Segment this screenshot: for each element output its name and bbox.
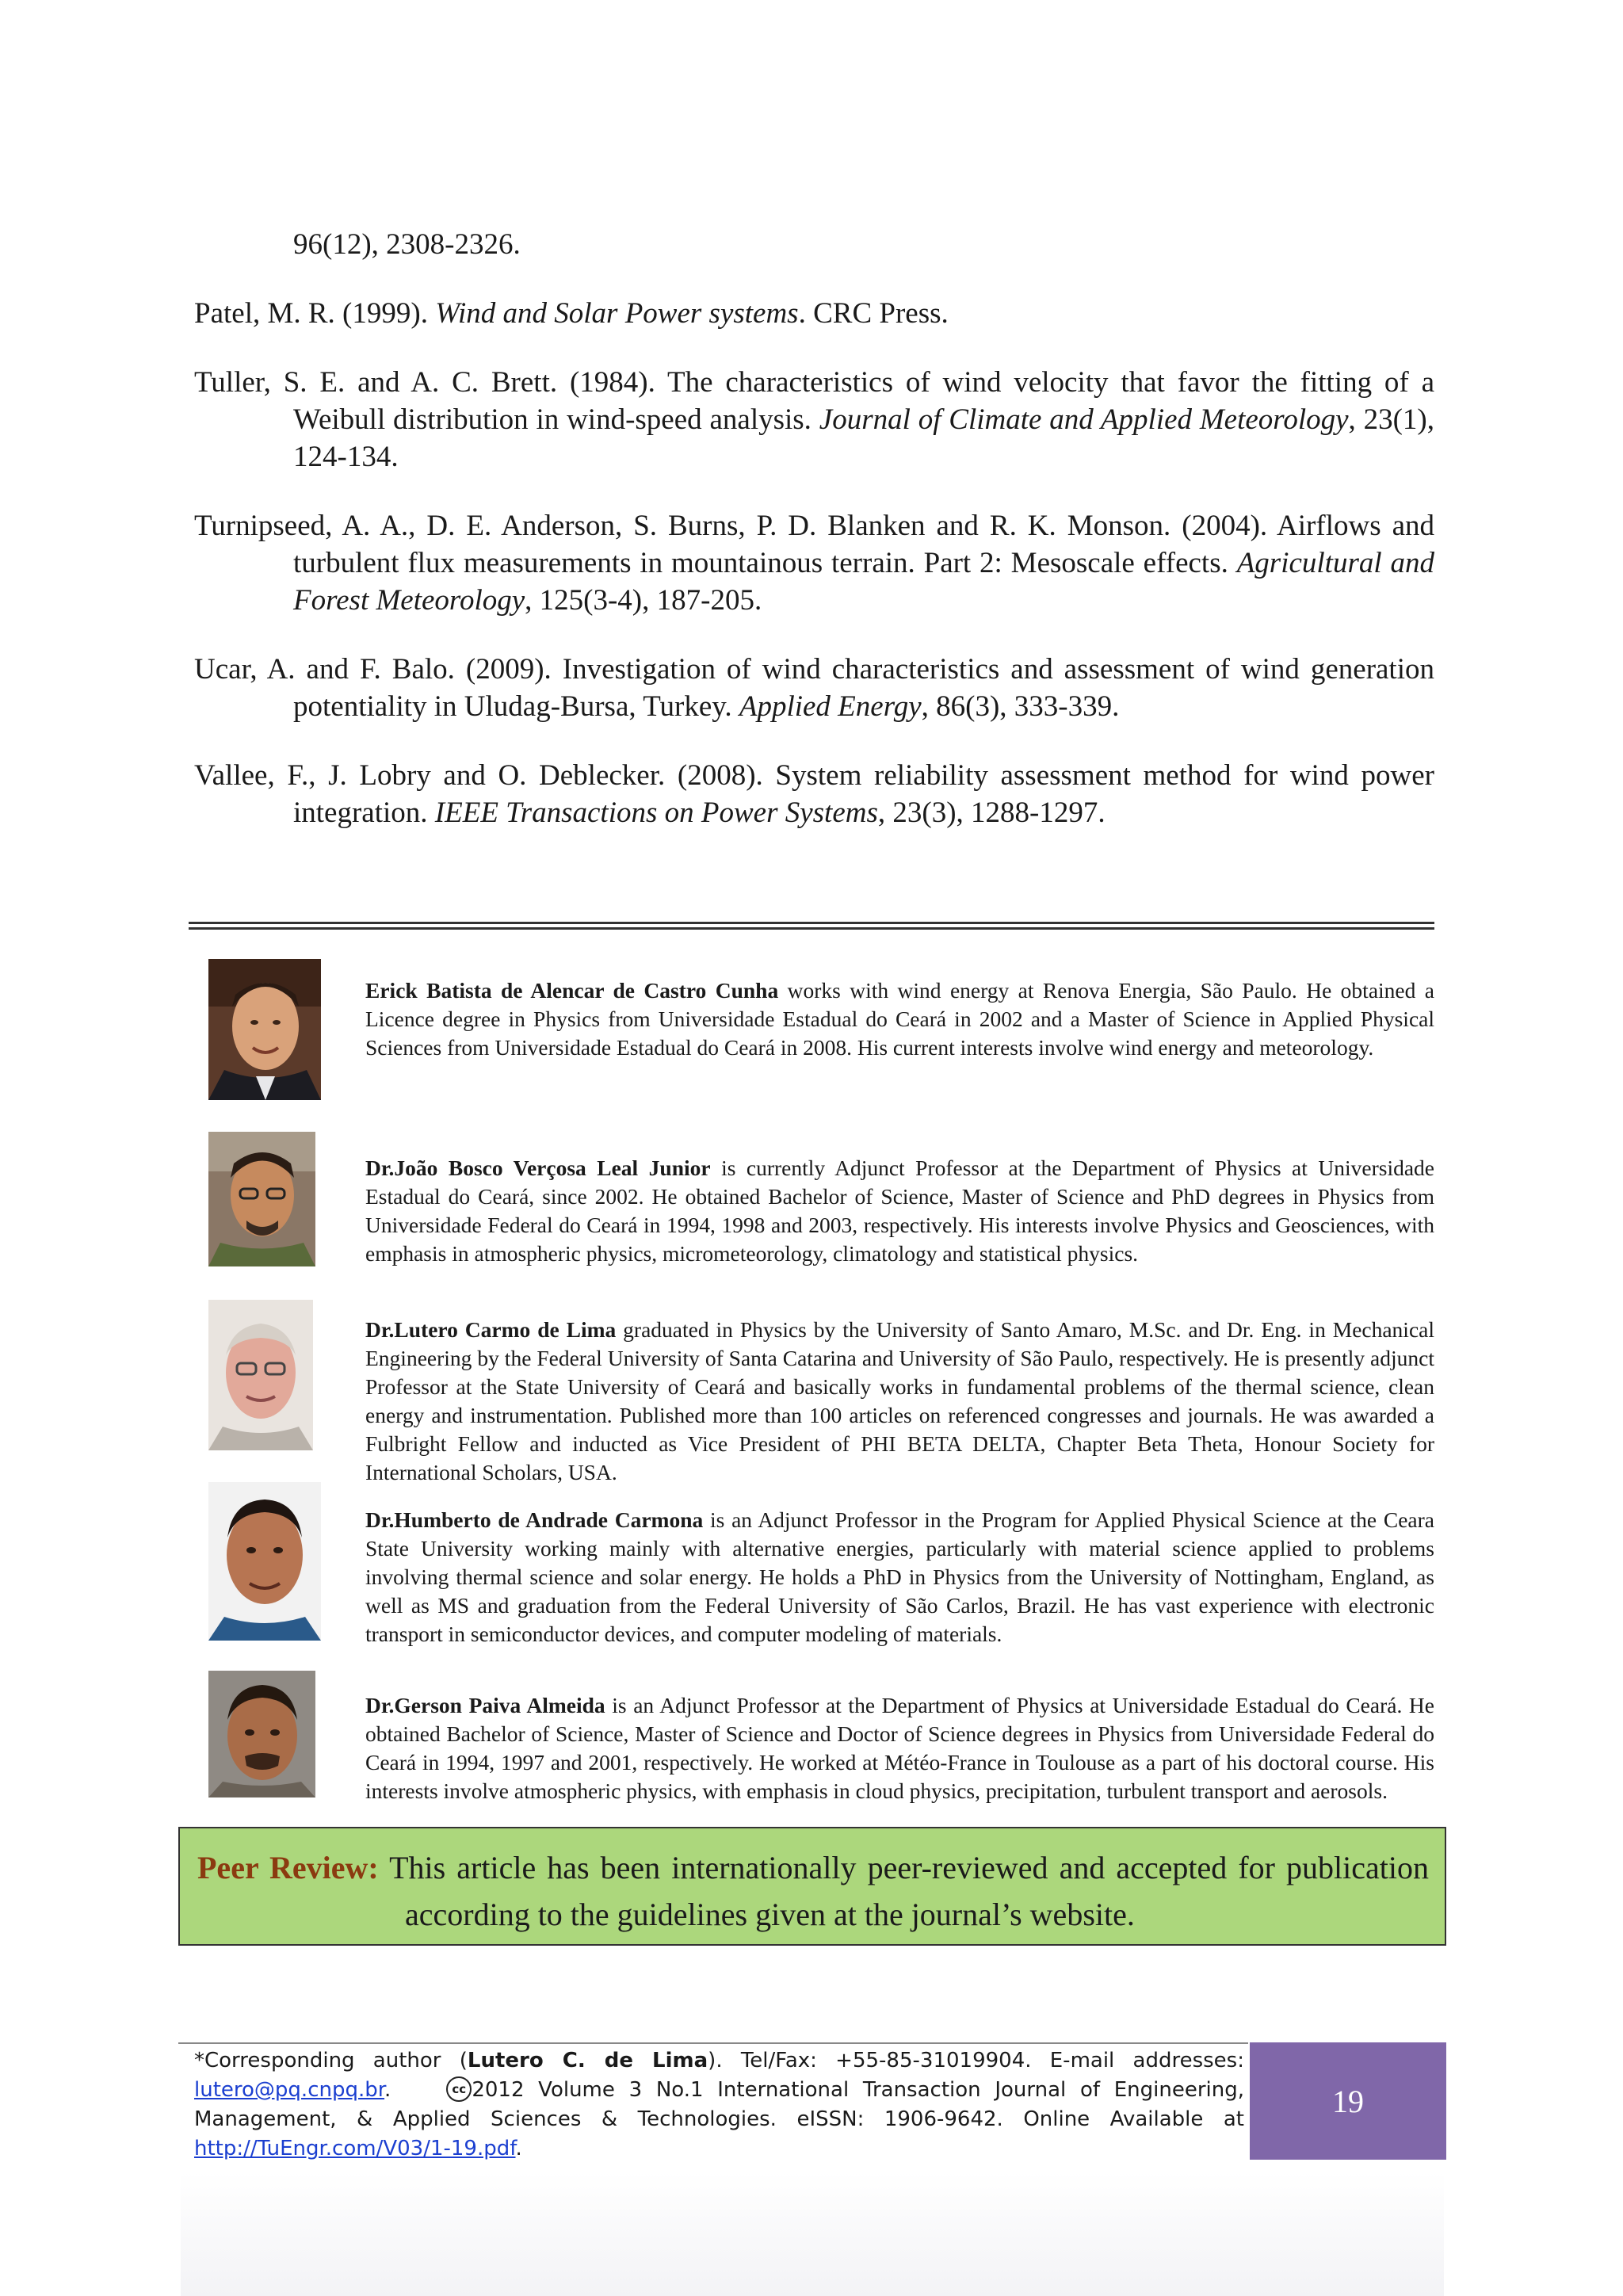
reference-source-title: Journal of Climate and Applied Meteorology	[819, 403, 1349, 436]
reference-text: , 23(1), 124-134.	[293, 403, 1434, 473]
page-number: 19	[1250, 2042, 1446, 2160]
reference-text: , 125(3-4), 187-205.	[525, 584, 762, 617]
reference-entry	[194, 651, 1434, 725]
page-bottom-shade	[181, 2172, 1444, 2296]
author-bio-body-2: is currently Adjunct Professor at the Department of Physics at Universidade Estadual do Ceará, since 2002. He obtained Bachelor of Science, Master of Science and PhD degrees in Physics from Universidade Federal do Ceará in 1994, 1998 and 2003, respectively. His interests involve Physics and Geosciences, with emphasis in atmospheric physics, micrometeorology, climatology and statistical physics.	[365, 1155, 1434, 1266]
reference-text: Turnipseed, A. A., D. E. Anderson, S. Burns, P. D. Blanken and R. K. Monson. (2004). Airflows and turbulent flux measurements in mountainous terrain. Part 2: Mesoscale effects.	[194, 510, 1434, 579]
footer-rule	[178, 2042, 1248, 2044]
author-bio-text-3	[365, 1316, 1434, 1487]
peer-review-box	[178, 1827, 1446, 1946]
corresponding-contact: ). Tel/Fax: +55-85-31019904. E-mail addresses:	[708, 2049, 1244, 2073]
author-bio-text-4	[365, 1506, 1434, 1648]
peer-review-body: This article has been internationally peer-reviewed and accepted for publication according to the guidelines given at the journal’s website.	[378, 1850, 1430, 1932]
author-name-5: Dr.Gerson Paiva Almeida	[365, 1692, 605, 1717]
url-suffix: .	[515, 2137, 522, 2160]
reference-text: Vallee, F., J. Lobry and O. Deblecker. (2008). System reliability assessment method for wind power integration.	[194, 759, 1434, 829]
author-bio-text-5	[365, 1691, 1434, 1805]
author-email-link[interactable]: lutero@pq.cnpq.br	[194, 2078, 385, 2102]
author-name-4: Dr.Humberto de Andrade Carmona	[365, 1507, 704, 1532]
reference-list	[194, 226, 1434, 863]
author-name-1: Erick Batista de Alencar de Castro Cunha	[365, 977, 779, 1003]
reference-entry	[194, 757, 1434, 831]
author-bio-body-1: works with wind energy at Renova Energia, São Paulo. He obtained a Licence degree in Physics from Universidade Estadual do Ceará in 2002 and a Master of Science in Applied Physical Sciences from Universidade Estadual do Ceará in 2008. His current interests involve wind energy and meteorology.	[365, 977, 1434, 1060]
author-bio-text-1	[365, 976, 1434, 1062]
author-photo-1	[208, 959, 321, 1100]
author-bio-body-5: is an Adjunct Professor at the Department of Physics at Universidade Estadual do Ceará. He obtained Bachelor of Science, Master of Science and Doctor of Science degrees in Physics from Universidade Federal do Ceará in 1994, 1997 and 2001, respectively. He worked at Météo-France in Toulouse as a part of his doctoral course. His interests involve atmospheric physics, with emphasis in cloud physics, precipitation, turbulent transport and aerosols.	[365, 1692, 1434, 1803]
author-photo-3	[208, 1300, 313, 1450]
footer-citation	[194, 2046, 1244, 2164]
creative-commons-icon: cc	[446, 2076, 472, 2102]
author-bio-text-2	[365, 1154, 1434, 1268]
corresponding-prefix: *Corresponding author (	[194, 2049, 468, 2073]
reference-entry	[194, 295, 1434, 332]
section-divider	[189, 922, 1434, 930]
reference-text: , 86(3), 333-339.	[921, 690, 1120, 723]
corresponding-author-name: Lutero C. de Lima	[467, 2049, 708, 2073]
reference-source-title: Applied Energy	[739, 690, 922, 723]
page-footer	[178, 2042, 1446, 2160]
article-url-link[interactable]: http://TuEngr.com/V03/1-19.pdf	[194, 2137, 516, 2160]
author-photo-4	[208, 1482, 321, 1641]
author-name-2: Dr.João Bosco Verçosa Leal Junior	[365, 1155, 711, 1180]
journal-info: 2012 Volume 3 No.1 International Transaction Journal of Engineering, Management, & Applied Sciences & Technologies. eISSN: 1906-9642. Online Available at	[194, 2078, 1244, 2131]
reference-text: , 23(3), 1288-1297.	[877, 797, 1106, 829]
reference-text: 96(12), 2308-2326.	[293, 228, 521, 261]
reference-entry	[194, 364, 1434, 476]
author-bio-body-4: is an Adjunct Professor in the Program for Applied Physical Science at the Ceara State University working mainly with alternative energies, particularly with material science applied to problems involving thermal science and solar energy. He holds a PhD in Physics from the University of Nottingham, England, as well as MS and graduation from the Federal University of São Carlos, Brazil. He has vast experience with electronic transport in semiconductor devices, and computer modeling of materials.	[365, 1507, 1434, 1646]
reference-source-title: IEEE Transactions on Power Systems	[434, 797, 878, 829]
email-suffix: .	[384, 2078, 391, 2102]
author-photo-5	[208, 1671, 315, 1797]
reference-text: Tuller, S. E. and A. C. Brett. (1984). The characteristics of wind velocity that favor the fitting of a Weibull distribution in wind-speed analysis.	[194, 366, 1434, 436]
reference-text: Ucar, A. and F. Balo. (2009). Investigation of wind characteristics and assessment of wind generation potentiality in Uludag-Bursa, Turkey.	[194, 653, 1434, 723]
author-bio-body-3: graduated in Physics by the University of Santo Amaro, M.Sc. and Dr. Eng. in Mechanical Engineering by the Federal University of Santa Catarina and University of São Paulo, respectively. He is presently adjunct Professor at the State University of Ceará and basically works in fundamental problems of the thermal science, clean energy and instrumentation. Published more than 100 articles on referenced congresses and journals. He was awarded a Fulbright Fellow and inducted as Vice President of PHI BETA DELTA, Chapter Beta Theta, Honour Society for International Scholars, USA.	[365, 1316, 1435, 1484]
reference-entry	[194, 507, 1434, 619]
peer-review-text	[196, 1844, 1429, 1938]
reference-entry	[194, 226, 1434, 263]
reference-text: . CRC Press.	[798, 297, 949, 330]
reference-source-title: Agricultural and Forest Meteorology	[293, 547, 1434, 617]
reference-source-title: Wind and Solar Power systems	[435, 297, 799, 330]
author-photo-2	[208, 1132, 315, 1266]
peer-review-label: Peer Review:	[197, 1850, 379, 1885]
reference-text: Patel, M. R. (1999).	[194, 297, 436, 330]
author-name-3: Dr.Lutero Carmo de Lima	[365, 1316, 617, 1342]
